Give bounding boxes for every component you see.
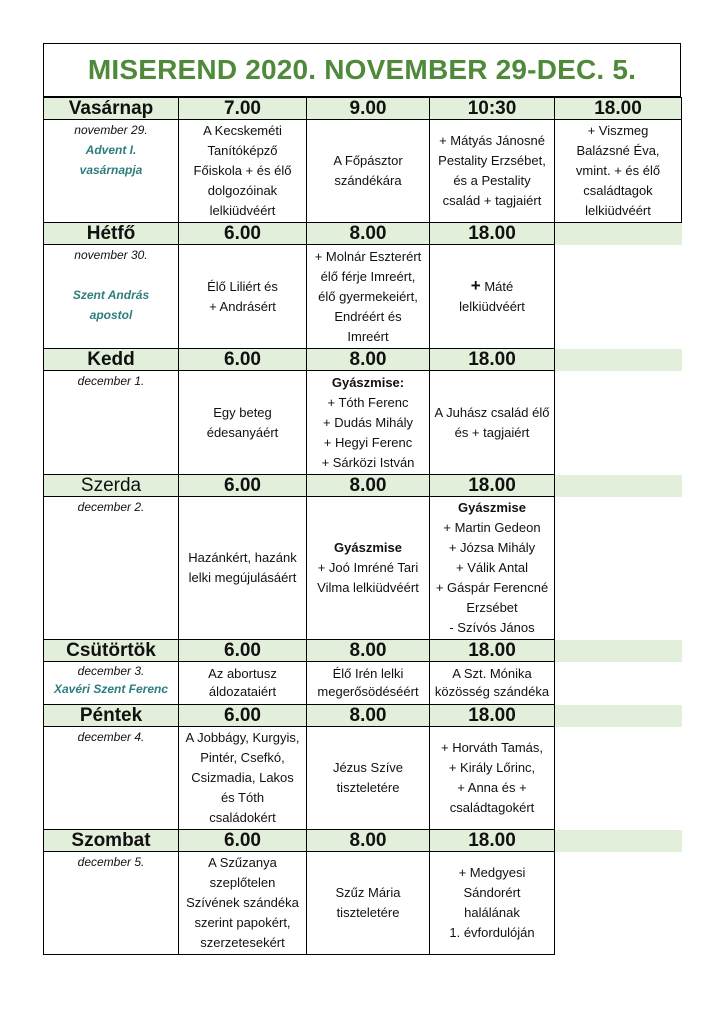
- day-header-sunday: [44, 98, 682, 120]
- mourning-mass-label: Gyászmise:: [331, 374, 405, 390]
- intention-line: családtagok: [583, 183, 653, 198]
- day-row-saturday: [44, 852, 682, 955]
- intention-cell: [307, 662, 430, 705]
- intention-line: dolgozóinak: [207, 183, 278, 198]
- intention-line: közösség szándéka: [434, 684, 550, 699]
- intention-line: + Hegyi Ferenc: [323, 434, 413, 450]
- mass-time: 6.00: [179, 475, 307, 497]
- intention-line: tiszteletére: [336, 905, 400, 920]
- mass-time: 18.00: [430, 475, 555, 497]
- intention-cell: [307, 120, 430, 223]
- intention-line: A Juhász család élő: [434, 404, 550, 420]
- day-row-friday: [44, 727, 682, 830]
- intention-line: + Medgyesi: [458, 865, 526, 880]
- day-row-thursday: [44, 662, 682, 705]
- intention-cell: [307, 727, 430, 830]
- mass-time: 18.00: [555, 98, 682, 120]
- date-label: december 1.: [77, 374, 145, 388]
- day-header-monday: [44, 223, 682, 245]
- day-name: Szerda: [44, 475, 179, 497]
- intention-line: Szűz Mária: [335, 885, 401, 900]
- day-header-wednesday: [44, 475, 682, 497]
- day-row-sunday: [44, 120, 682, 223]
- feast-label: vasárnapja: [79, 163, 143, 177]
- date-label: december 3.: [77, 664, 145, 678]
- intention-line: + Horváth Tamás,: [440, 740, 543, 755]
- mass-time: 8.00: [307, 705, 430, 727]
- intention-line: A Kecskeméti: [203, 123, 282, 138]
- day-row-monday: [44, 245, 682, 349]
- intention-cell: [430, 727, 555, 830]
- mass-schedule: [43, 43, 681, 955]
- intention-line: - Szívós János: [449, 620, 535, 635]
- schedule-table: [43, 97, 682, 955]
- intention-line: tiszteletére: [336, 780, 400, 795]
- feast-label: Szent András: [72, 288, 150, 302]
- day-info: [44, 497, 179, 640]
- mass-time: 7.00: [179, 98, 307, 120]
- day-info: [44, 852, 179, 955]
- intention-cell: [307, 852, 430, 955]
- intention-cell: [179, 727, 307, 830]
- intention-line: Hazánkért, hazánk: [188, 550, 297, 565]
- mass-time: 18.00: [430, 223, 555, 245]
- intention-line: Máté: [484, 279, 514, 294]
- mass-time: 8.00: [307, 640, 430, 662]
- intention-cell: [430, 120, 555, 223]
- day-header-saturday: [44, 830, 682, 852]
- day-header-thursday: [44, 640, 682, 662]
- intention-line: + Gáspár Ferencné: [435, 580, 549, 595]
- intention-line: Főiskola + és élő: [193, 163, 292, 178]
- day-info: [44, 371, 179, 475]
- intention-cell: [307, 497, 430, 640]
- intention-line: édesanyáért: [206, 424, 279, 440]
- intention-line: Pestality Erzsébet,: [438, 153, 546, 168]
- intention-cell: [179, 662, 307, 705]
- intention-line: családokért: [209, 810, 276, 825]
- intention-line: Egy beteg: [213, 404, 272, 420]
- day-name: Péntek: [44, 705, 179, 727]
- intention-line: Csizmadia, Lakos: [191, 770, 294, 785]
- mass-time: 6.00: [179, 640, 307, 662]
- day-name: Csütörtök: [44, 640, 179, 662]
- mass-time: 8.00: [307, 223, 430, 245]
- mass-time: 6.00: [179, 349, 307, 371]
- intention-line: A Szt. Mónika: [452, 666, 532, 681]
- mass-time: 6.00: [179, 830, 307, 852]
- date-label: december 4.: [77, 730, 145, 744]
- intention-line: Sándorért: [463, 885, 521, 900]
- intention-line: Balázsné Éva,: [576, 143, 660, 158]
- intention-line: vmint. + és élő: [575, 163, 661, 178]
- intention-line: A Szűzanya: [208, 855, 277, 870]
- mass-time: 18.00: [430, 830, 555, 852]
- intention-cell: [430, 662, 555, 705]
- intention-cell: [430, 371, 555, 475]
- intention-line: + Józsa Mihály: [448, 540, 536, 555]
- intention-cell: [430, 245, 555, 349]
- day-name: Kedd: [44, 349, 179, 371]
- mourning-mass-label: Gyászmise: [458, 500, 526, 515]
- intention-line: + Sárközi István: [321, 454, 415, 470]
- mass-time: 18.00: [430, 349, 555, 371]
- intention-line: Vilma lelkiüdvéért: [317, 580, 419, 595]
- intention-cell: [430, 852, 555, 955]
- intention-cell: [555, 120, 682, 223]
- intention-line: és + tagjaiért: [454, 424, 530, 440]
- mass-time: 18.00: [430, 705, 555, 727]
- intention-line: + Király Lőrinc,: [448, 760, 536, 775]
- intention-line: lelkiüdvéért: [459, 299, 525, 314]
- intention-line: lelki megújulásáért: [188, 570, 297, 585]
- intention-line: Az abortusz: [208, 666, 277, 681]
- day-info: [44, 120, 179, 223]
- mass-time: 6.00: [179, 705, 307, 727]
- intention-line: + Válik Antal: [456, 560, 528, 575]
- day-info: [44, 245, 179, 349]
- day-header-friday: [44, 705, 682, 727]
- intention-line: szerint papokért,: [194, 915, 291, 930]
- mourning-mass-label: Gyászmise: [334, 540, 402, 555]
- intention-cell: [179, 120, 307, 223]
- intention-cell: [307, 245, 430, 349]
- intention-cell: [179, 371, 307, 475]
- intention-line: + Martin Gedeon: [443, 520, 541, 535]
- day-name: Vasárnap: [44, 98, 179, 120]
- intention-line: 1. évfordulóján: [449, 925, 535, 940]
- intention-line: Tanítóképző: [207, 143, 278, 158]
- intention-line: Élő Irén lelki: [332, 666, 404, 681]
- day-row-tuesday: [44, 371, 682, 475]
- feast-label: apostol: [89, 308, 133, 322]
- intention-line: + Tóth Ferenc: [327, 394, 409, 410]
- mass-time: 9.00: [307, 98, 430, 120]
- page-title: MISEREND 2020. NOVEMBER 29-DEC. 5.: [43, 43, 681, 97]
- intention-line: lelkiüdvéért: [209, 203, 276, 218]
- feast-label: Xavéri Szent Ferenc: [53, 682, 169, 696]
- mass-time: 18.00: [430, 640, 555, 662]
- intention-line: halálának: [464, 905, 520, 920]
- intention-cell: [430, 497, 555, 640]
- day-row-wednesday: [44, 497, 682, 640]
- intention-line: szándékára: [334, 173, 402, 188]
- intention-line: + Molnár Eszterért: [314, 248, 422, 264]
- mass-time: 8.00: [307, 349, 430, 371]
- intention-line: Pintér, Csefkó,: [200, 750, 285, 765]
- day-name: Szombat: [44, 830, 179, 852]
- intention-line: + Joó Imréné Tari: [317, 560, 419, 575]
- intention-line: élő gyermekeiért,: [318, 288, 418, 304]
- intention-line: Élő Liliért és: [207, 278, 278, 294]
- mass-time: 8.00: [307, 475, 430, 497]
- intention-line: áldozataiért: [208, 684, 277, 699]
- intention-line: lelkiüdvéért: [585, 203, 651, 218]
- intention-cell: [307, 371, 430, 475]
- intention-line: Szívének szándéka: [186, 895, 299, 910]
- intention-line: családtagokért: [449, 800, 535, 815]
- intention-line: és a Pestality: [453, 173, 531, 188]
- intention-cell: [179, 852, 307, 955]
- intention-line: szeplőtelen: [209, 875, 276, 890]
- day-header-tuesday: [44, 349, 682, 371]
- date-label: december 2.: [77, 500, 145, 514]
- day-info: [44, 662, 179, 705]
- date-label: november 29.: [74, 123, 148, 137]
- intention-line: + Viszmeg: [587, 123, 649, 138]
- intention-line: Jézus Szíve: [332, 760, 404, 775]
- intention-line: élő férje Imreért,: [320, 268, 416, 284]
- intention-line: + Andrásért: [209, 298, 276, 314]
- intention-line: szerzetesekért: [200, 935, 285, 950]
- feast-label: Advent I.: [85, 143, 137, 157]
- mass-time: 6.00: [179, 223, 307, 245]
- day-name: Hétfő: [44, 223, 179, 245]
- mass-time: 10:30: [430, 98, 555, 120]
- date-label: november 30.: [74, 248, 148, 262]
- intention-line: + Mátyás Jánosné: [439, 133, 545, 148]
- mass-time: 8.00: [307, 830, 430, 852]
- intention-line: + Anna és +: [457, 780, 527, 795]
- intention-line: Endréért és: [334, 308, 402, 324]
- date-label: december 5.: [77, 855, 145, 869]
- intention-line: és Tóth: [220, 790, 265, 805]
- intention-line: A Jobbágy, Kurgyis,: [185, 730, 300, 745]
- intention-cell: [179, 245, 307, 349]
- intention-line: A Főpásztor: [333, 153, 403, 168]
- intention-line: megerősödéséért: [317, 684, 419, 699]
- intention-line: Erzsébet: [466, 600, 518, 615]
- intention-cell: [179, 497, 307, 640]
- day-info: [44, 727, 179, 830]
- intention-line: + Dudás Mihály: [323, 414, 413, 430]
- intention-line: Imreért: [347, 328, 389, 344]
- cross-symbol: +: [470, 276, 481, 295]
- intention-line: család + tagjaiért: [442, 193, 542, 208]
